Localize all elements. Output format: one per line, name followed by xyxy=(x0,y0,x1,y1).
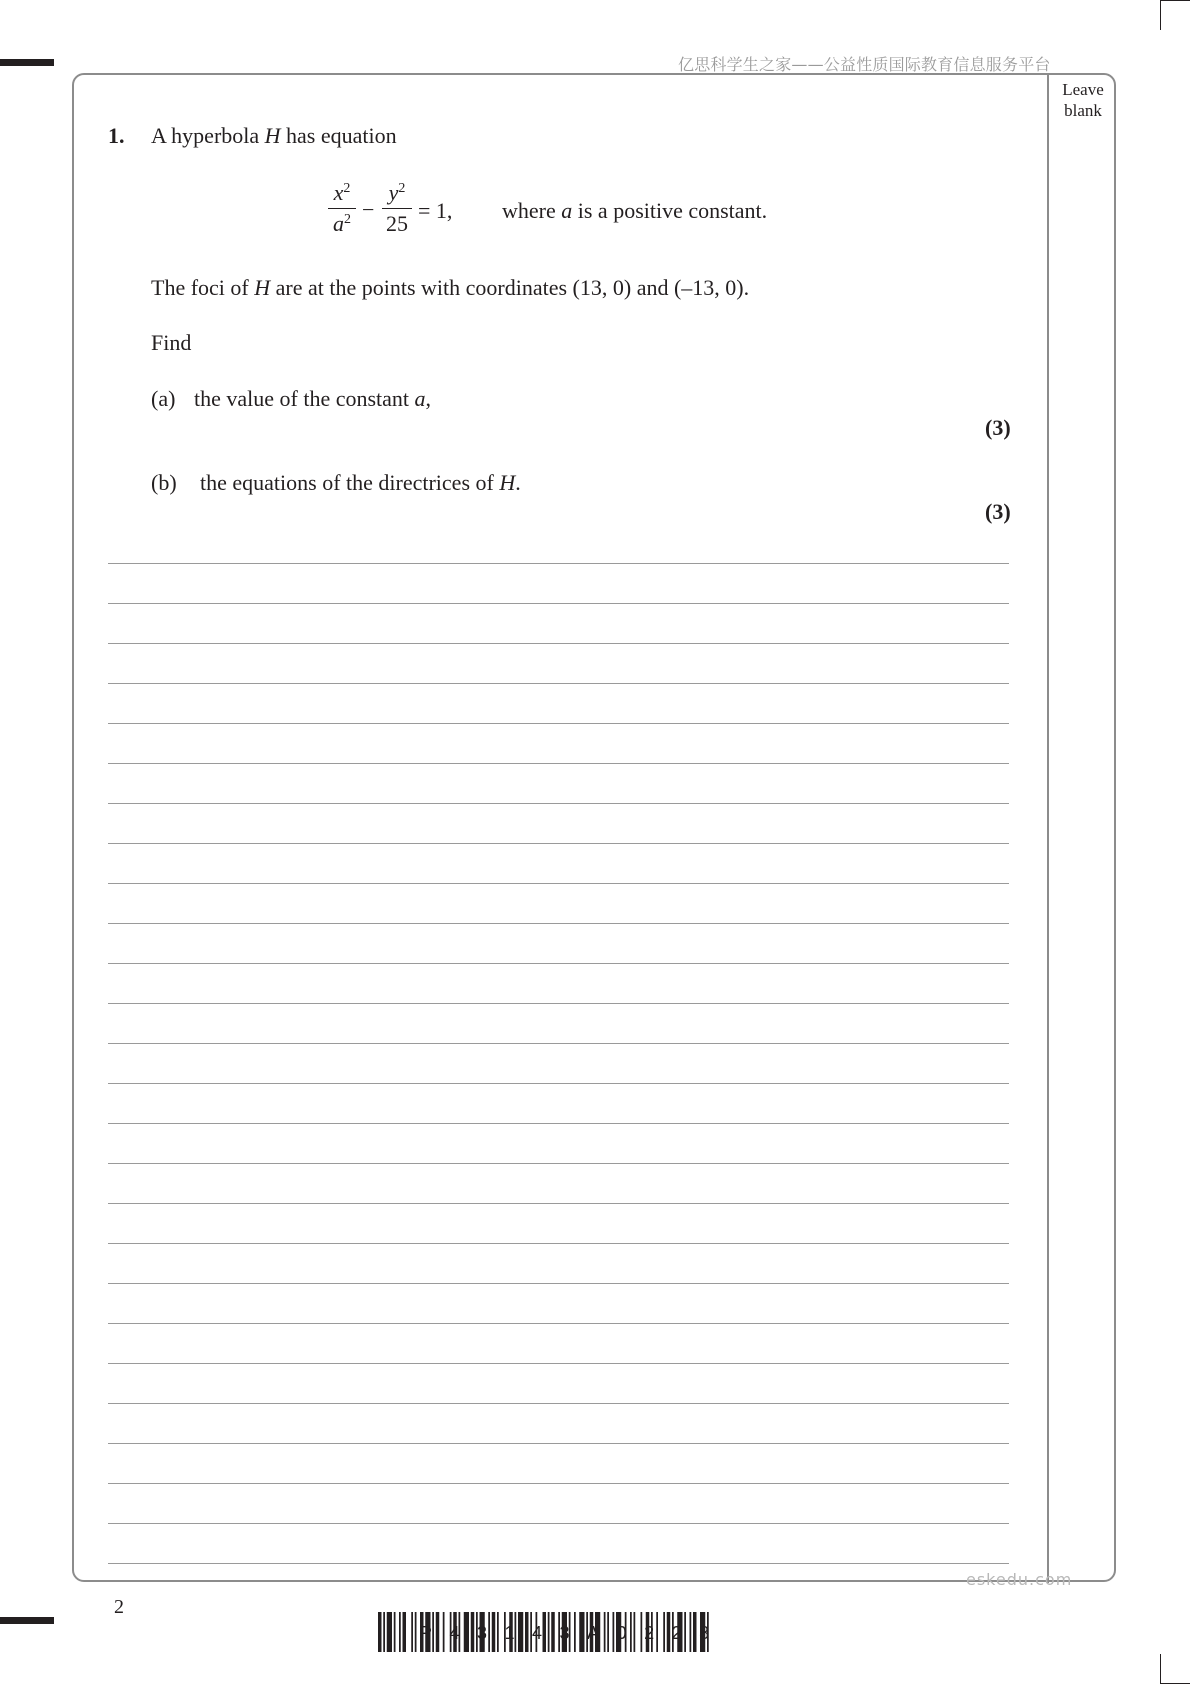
condition-text-end: is a positive constant. xyxy=(572,198,768,223)
var-y: y xyxy=(388,180,399,205)
registration-bar-top xyxy=(0,59,54,66)
barcode-text: P43143A0228 xyxy=(420,1623,727,1643)
exponent: 2 xyxy=(343,181,351,196)
barcode-bar xyxy=(415,1612,417,1652)
fraction-denominator xyxy=(328,211,356,237)
intro-text: A hyperbola xyxy=(151,123,265,148)
fraction-bar xyxy=(328,208,356,209)
foci-text-end: are at the points with coordinates (13, 0) and (–13, 0). xyxy=(270,275,750,300)
part-a-text-start: the value of the constant xyxy=(194,386,415,411)
part-a-label: (a) xyxy=(151,386,176,411)
page-number: 2 xyxy=(114,1596,124,1618)
minus-sign: − xyxy=(362,197,375,222)
var-x: x xyxy=(333,180,344,205)
fraction-y-over-25 xyxy=(382,180,412,237)
part-a-variable: a xyxy=(414,386,426,411)
fraction-numerator xyxy=(328,180,356,206)
answer-line[interactable] xyxy=(108,763,1009,764)
answer-line[interactable] xyxy=(108,1163,1009,1164)
barcode-bar xyxy=(403,1612,407,1652)
answer-line[interactable] xyxy=(108,923,1009,924)
answer-line[interactable] xyxy=(108,643,1009,644)
question-number: 1. xyxy=(108,123,125,148)
answer-line[interactable] xyxy=(108,1243,1009,1244)
fraction-numerator xyxy=(382,180,412,206)
watermark-text: 亿思科学生之家——公益性质国际教育信息服务平台 xyxy=(678,55,1051,74)
answer-line[interactable] xyxy=(108,563,1009,564)
answer-line[interactable] xyxy=(108,803,1009,804)
crop-mark-top-right-h xyxy=(1160,0,1190,1)
answer-line[interactable] xyxy=(108,1123,1009,1124)
answer-line[interactable] xyxy=(108,1003,1009,1004)
foci-variable: H xyxy=(254,275,271,300)
constant-condition xyxy=(502,198,767,224)
answer-line[interactable] xyxy=(108,1483,1009,1484)
intro-text-end: has equation xyxy=(280,123,397,148)
answer-line[interactable] xyxy=(108,603,1009,604)
part-a-text xyxy=(194,386,431,412)
crop-mark-bottom-right-v xyxy=(1160,1654,1161,1684)
condition-text: where xyxy=(502,198,562,223)
answer-line[interactable] xyxy=(108,1083,1009,1084)
part-b-variable: H xyxy=(499,470,516,495)
answer-line[interactable] xyxy=(108,1323,1009,1324)
answer-line[interactable] xyxy=(108,723,1009,724)
crop-mark-top-right-v xyxy=(1160,0,1161,30)
answer-line[interactable] xyxy=(108,1203,1009,1204)
answer-line[interactable] xyxy=(108,883,1009,884)
answer-line[interactable] xyxy=(108,963,1009,964)
answer-line[interactable] xyxy=(108,1043,1009,1044)
question-intro xyxy=(151,123,397,149)
margin-divider xyxy=(1047,75,1049,1583)
answer-line[interactable] xyxy=(108,1283,1009,1284)
part-b-label: (b) xyxy=(151,470,177,495)
footer-watermark: eskedu.com xyxy=(966,1570,1073,1589)
answer-line[interactable] xyxy=(108,683,1009,684)
registration-bar-bottom xyxy=(0,1617,54,1624)
barcode-bar xyxy=(387,1612,392,1652)
barcode-bar xyxy=(399,1612,401,1652)
barcode-bar xyxy=(394,1612,396,1652)
barcode-bar xyxy=(383,1612,385,1652)
part-a-marks: (3) xyxy=(985,415,1011,440)
part-b-text-end: . xyxy=(515,470,521,495)
var-a: a xyxy=(333,211,344,236)
barcode-bar xyxy=(378,1612,382,1652)
answer-line[interactable] xyxy=(108,843,1009,844)
fraction-denominator: 25 xyxy=(386,211,408,236)
answer-line[interactable] xyxy=(108,1363,1009,1364)
answer-line[interactable] xyxy=(108,1443,1009,1444)
exponent: 2 xyxy=(398,181,406,196)
answer-line[interactable] xyxy=(108,1403,1009,1404)
answer-line[interactable] xyxy=(108,1523,1009,1524)
foci-text: The foci of xyxy=(151,275,255,300)
part-a-text-end: , xyxy=(425,386,432,411)
condition-variable: a xyxy=(561,198,573,223)
fraction-x-over-a xyxy=(328,180,356,237)
part-b-text-start: the equations of the directrices of xyxy=(200,470,500,495)
intro-variable: H xyxy=(264,123,281,148)
leave-blank-line1: Leave xyxy=(1062,80,1104,99)
find-label: Find xyxy=(151,330,192,355)
leave-blank-line2: blank xyxy=(1064,101,1102,120)
fraction-bar xyxy=(382,208,412,209)
barcode-bar xyxy=(411,1612,413,1652)
equals-one: = 1, xyxy=(418,198,453,223)
part-b-text xyxy=(200,470,521,496)
foci-statement xyxy=(151,275,749,301)
part-b-marks: (3) xyxy=(985,499,1011,524)
answer-line[interactable] xyxy=(108,1563,1009,1564)
exponent: 2 xyxy=(344,212,351,227)
leave-blank-label xyxy=(1052,79,1114,121)
